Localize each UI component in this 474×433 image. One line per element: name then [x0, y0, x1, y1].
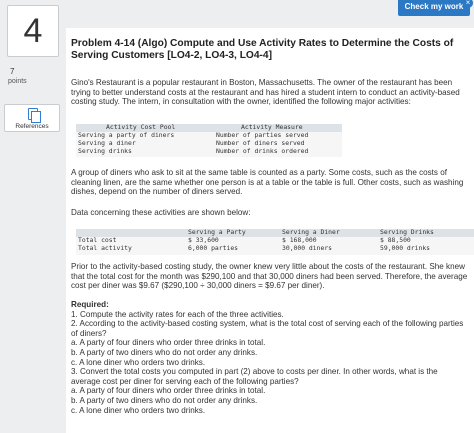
- problem-title: Problem 4-14 (Algo) Compute and Use Activity Rates to Determine the Costs of Serving Customers [LO4-2, LO4-3, LO4-4]: [71, 38, 454, 61]
- table-cell: Serving drinks: [78, 147, 132, 155]
- required-line: b. A party of two diners who do not order any drinks.: [71, 347, 258, 357]
- column-header: Serving a Party: [188, 228, 246, 236]
- document-icon: [28, 108, 38, 120]
- problem-content: [66, 28, 474, 433]
- table-cell: 30,000 diners: [282, 244, 333, 252]
- required-line: 2. According to the activity-based costing system, what is the total cost of serving each of the following parties of diners?: [71, 319, 464, 338]
- check-my-work-button[interactable]: Check my work: [398, 0, 470, 16]
- column-header: Activity Measure: [241, 123, 303, 131]
- table-cell: Serving a diner: [78, 139, 136, 147]
- close-icon[interactable]: ×: [463, 0, 473, 8]
- points-label: points: [8, 78, 27, 85]
- required-line: 3. Convert the total costs you computed in part (2) above to costs per diner. In other words, what is the average cost per diner for serving each of the following parties?: [71, 367, 438, 386]
- required-line: c. A lone diner who orders two drinks.: [71, 357, 206, 367]
- table-cell: Serving a party of diners: [78, 131, 175, 139]
- table-cell: Number of drinks ordered: [216, 147, 309, 155]
- party-definition-paragraph: A group of diners who ask to sit at the same table is counted as a party. Some costs, such as the costs of cleaning linen, are the same whether one person is at a table or the table is full. Other costs, such as washing dishes, depend on the number of diners served.: [71, 168, 464, 197]
- column-header: Activity Cost Pool: [106, 123, 176, 131]
- references-label: References: [15, 123, 49, 130]
- required-title: Required:: [71, 300, 109, 309]
- data-intro: Data concerning these activities are shown below:: [71, 208, 251, 217]
- required-line: 1. Compute the activity rates for each of the three activities.: [71, 309, 284, 319]
- required-line: b. A party of two diners who do not order any drinks.: [71, 395, 258, 405]
- table-cell: $ 88,500: [380, 236, 411, 244]
- references-button[interactable]: [4, 104, 60, 132]
- table-cell: 6,000 parties: [188, 244, 239, 252]
- column-header: Serving a Diner: [282, 228, 340, 236]
- table-cell: Number of parties served: [216, 131, 309, 139]
- data-table: [76, 229, 474, 255]
- prior-paragraph: Prior to the activity-based costing study, the owner knew very little about the costs of the restaurant. She knew that the total cost for the month was $290,100 and that 30,000 diners had been served. Therefore, the average cost per diner was $9.67 ($290,100 ÷ 30,000 diners = $9.67 per diner).: [71, 262, 468, 291]
- intro-paragraph: Gino's Restaurant is a popular restaurant in Boston, Massachusetts. The owner of the restaurant has been trying to better understand costs at the restaurant and has hired a student intern to conduct an activity-based costing study. The intern, in consultation with the owner, identified the following major activities:: [71, 78, 460, 107]
- table-cell: $ 33,600: [188, 236, 219, 244]
- required-line: a. A party of four diners who order three drinks in total.: [71, 338, 266, 348]
- required-line: c. A lone diner who orders two drinks.: [71, 405, 206, 415]
- required-section: [71, 300, 469, 415]
- table-cell: 59,000 drinks: [380, 244, 431, 252]
- question-number: 4: [7, 5, 59, 57]
- column-header: Serving Drinks: [380, 228, 434, 236]
- row-label: Total activity: [78, 244, 132, 252]
- table-cell: Number of diners served: [216, 139, 305, 147]
- required-line: a. A party of four diners who order three drinks in total.: [71, 386, 266, 396]
- activity-table: [76, 124, 342, 157]
- points-value: 7: [10, 67, 15, 76]
- left-rail: [0, 0, 66, 433]
- row-label: Total cost: [78, 236, 117, 244]
- table-cell: $ 168,000: [282, 236, 317, 244]
